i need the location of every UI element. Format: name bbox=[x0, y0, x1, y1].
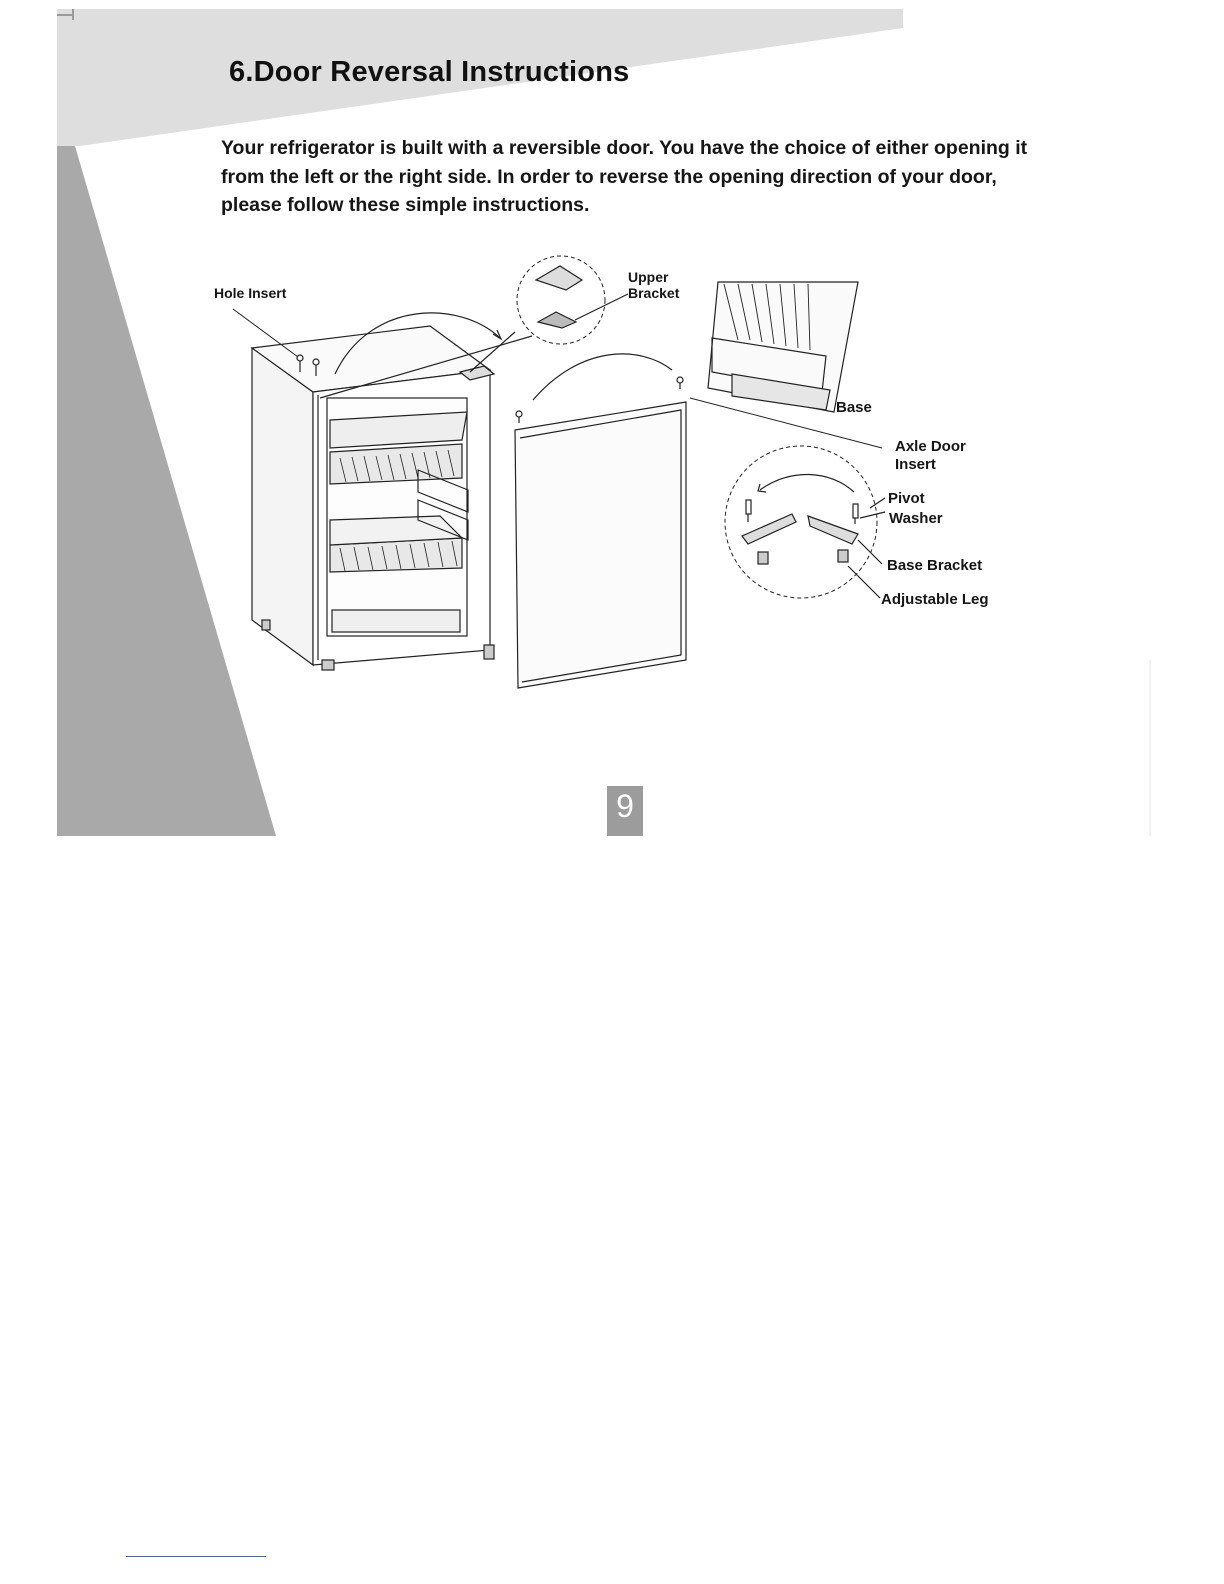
label-axle-door-insert-line2: Insert bbox=[895, 456, 936, 473]
label-adjustable-leg: Adjustable Leg bbox=[881, 591, 989, 608]
door-reversal-diagram bbox=[0, 0, 1224, 720]
label-upper-bracket-line1: Upper bbox=[628, 269, 669, 285]
label-base-bracket: Base Bracket bbox=[887, 557, 983, 574]
base-view-illustration bbox=[708, 282, 858, 412]
label-upper-bracket-line2: Bracket bbox=[628, 285, 680, 301]
page-number-badge: 9 bbox=[607, 786, 643, 836]
refrigerator-illustration bbox=[252, 313, 501, 670]
intro-paragraph: Your refrigerator is built with a reversible door. You have the choice of either opening it from the left or the right side. In order to reverse the opening direction of your door, please follow these simple instructions. bbox=[221, 137, 1028, 216]
base-bracket-detail bbox=[725, 446, 885, 598]
label-hole-insert: Hole Insert bbox=[214, 285, 287, 301]
label-axle-door-insert-line1: Axle Door bbox=[895, 438, 966, 455]
door-illustration bbox=[515, 354, 686, 688]
label-washer: Washer bbox=[889, 510, 943, 527]
label-base: Base bbox=[836, 399, 872, 416]
footer-link-underline[interactable] bbox=[126, 1556, 266, 1557]
label-pivot: Pivot bbox=[888, 490, 925, 507]
section-title: 6.Door Reversal Instructions bbox=[229, 56, 630, 88]
